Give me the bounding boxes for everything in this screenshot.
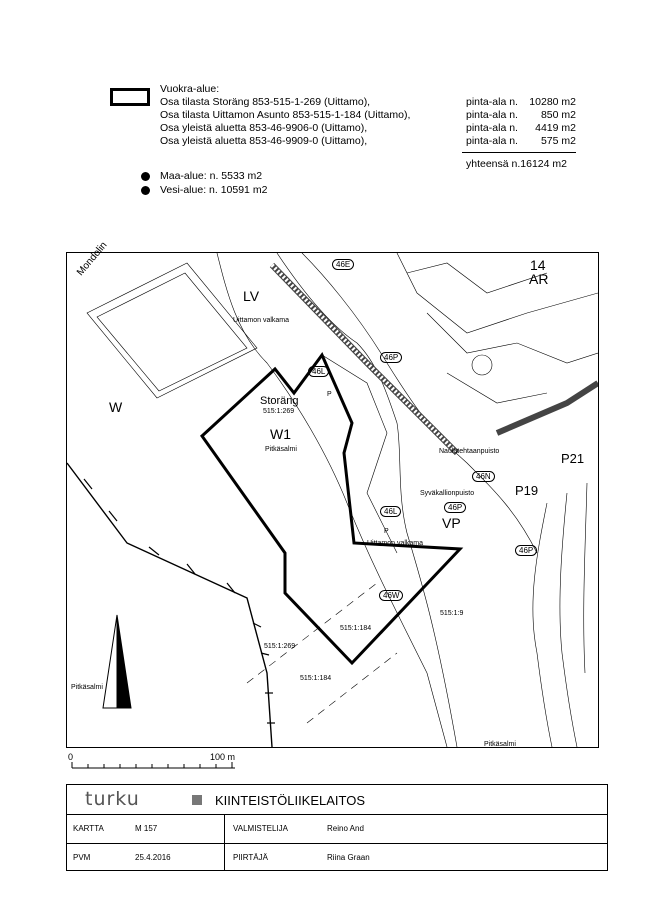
contour (560, 493, 577, 747)
total-divider (462, 152, 576, 153)
zone-badge: 46P (380, 352, 402, 363)
basin-outline-inner (97, 273, 247, 391)
place-label: Pitkäsalmi (71, 684, 103, 691)
park-label: Syväkallionpuisto (420, 490, 475, 497)
map-frame (66, 239, 599, 748)
property-id: 515:1:184 (340, 625, 372, 632)
zone-badge: 46N (472, 471, 495, 482)
property-id: 515:1:269 (263, 408, 295, 415)
legend-item: Osa yleistä aluetta 853-46-9906-0 (Uittamo), (160, 122, 368, 134)
hatched-road (497, 383, 598, 433)
lease-area-polygon (202, 355, 460, 663)
place-label: Uittamon valkama (367, 540, 424, 547)
zone-label-w: W (109, 399, 123, 415)
map-id: M 157 (135, 824, 158, 833)
zone-label-ar: AR (529, 271, 549, 287)
area-label: pinta-ala n. (466, 122, 518, 134)
zone-badge: 46L (380, 506, 401, 517)
property-name: Storäng (260, 395, 299, 407)
land-dot-icon (141, 172, 150, 181)
lot-line (447, 373, 547, 403)
place-label: Uittamon valkama (233, 317, 290, 324)
preparer-name: Reino And (327, 824, 364, 833)
lot-line (407, 263, 547, 293)
park-label: Naulatehtaanpuisto (439, 448, 500, 455)
property-id: 515:1:269 (264, 643, 296, 650)
area-label: pinta-ala n. (466, 109, 518, 121)
road-line (277, 253, 457, 747)
boundary-dashed (247, 583, 377, 683)
lease-area-legend (160, 83, 410, 148)
place-label: Pitkäsalmi (484, 741, 516, 748)
area-value: 10280 m2 (529, 96, 576, 108)
date-value: 25.4.2016 (135, 853, 171, 862)
zone-badge: 46P (515, 545, 537, 556)
preparer-label: VALMISTELIJA (233, 824, 288, 833)
map-label: KARTTA (73, 824, 104, 833)
lease-area-legend-symbol (110, 88, 150, 106)
area-value: 850 m2 (540, 109, 576, 121)
coat-of-arms-icon (192, 795, 202, 805)
drafter-label: PIIRTÄJÄ (233, 853, 268, 862)
zone-label: P19 (515, 483, 539, 498)
zone-label-w1: W1 (270, 426, 291, 442)
area-list (466, 96, 586, 148)
zone-badge: 46P (444, 502, 466, 513)
road-line (302, 253, 537, 553)
legend-title: Vuokra-alue: (160, 83, 220, 95)
area-label: pinta-ala n. (466, 135, 518, 147)
place-label: Pitkäsalmi (265, 446, 297, 453)
zone-label: P (327, 391, 332, 398)
street-label: Mondolin (75, 239, 110, 279)
lot-line (427, 313, 598, 363)
zone-badge: 46W (379, 590, 403, 601)
date-label: PVM (73, 853, 91, 862)
water-dot-icon (141, 186, 150, 195)
drafter-name: Riina Graan (327, 853, 370, 862)
title-block (66, 784, 608, 871)
area-label: pinta-ala n. (466, 96, 518, 108)
zone-label-lv: LV (243, 288, 260, 304)
legend-item: Osa tilasta Uittamon Asunto 853-515-1-184 (Uittamo), (160, 109, 411, 121)
contour (533, 503, 552, 747)
legend-item: Osa tilasta Storäng 853-515-1-269 (Uittamo), (160, 96, 371, 108)
scale-start: 0 (68, 752, 74, 762)
legend-item: Osa yleistä aluetta 853-46-9909-0 (Uittamo), (160, 135, 368, 147)
marker-circle (472, 355, 492, 375)
zone-label-vp: VP (442, 515, 461, 531)
zone-label: P21 (561, 451, 585, 466)
total-area: yhteensä n.16124 m2 (466, 158, 567, 170)
contour (584, 483, 587, 673)
map-canvas (67, 253, 598, 747)
basin-outline (87, 263, 260, 398)
water-area: Vesi-alue: n. 10591 m2 (160, 184, 268, 196)
lot-line (397, 253, 598, 333)
land-area: Maa-alue: n. 5533 m2 (160, 170, 263, 182)
scale-bar (70, 754, 240, 779)
title-block-header (67, 785, 607, 815)
organization-name: KIINTEISTÖLIIKELAITOS (215, 793, 366, 808)
zone-label: P (384, 528, 389, 535)
turku-logo: turku (85, 788, 140, 810)
zone-badge: 46L (308, 366, 329, 377)
north-arrow-icon (97, 613, 137, 713)
property-id: 515:1:9 (440, 610, 464, 617)
block-number: 14 (530, 257, 546, 273)
area-value: 4419 m2 (535, 122, 576, 134)
property-id: 515:1:184 (300, 675, 332, 682)
area-value: 575 m2 (540, 135, 576, 147)
zone-badge: 46E (332, 259, 354, 270)
scale-end: 100 m (210, 752, 236, 762)
